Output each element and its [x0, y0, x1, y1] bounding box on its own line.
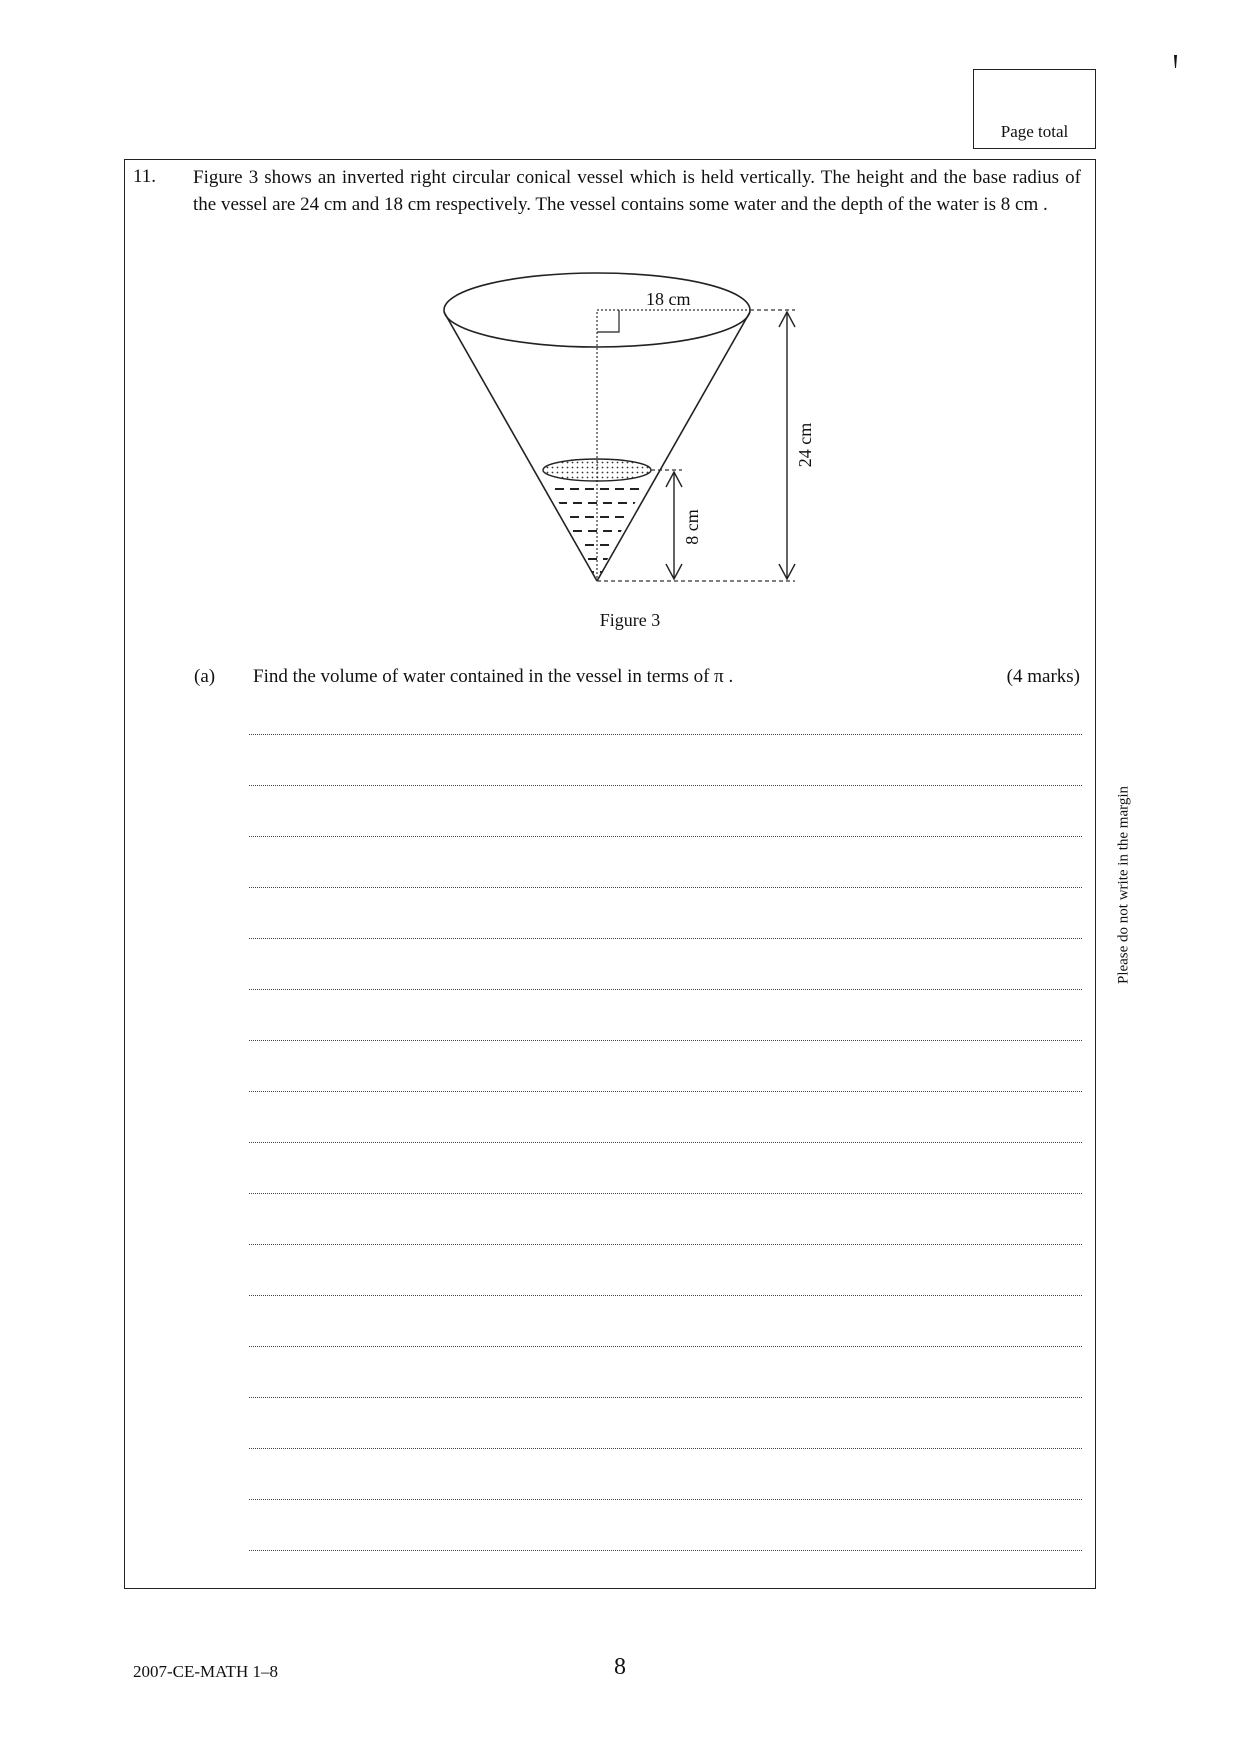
answer-line[interactable]	[249, 1142, 1082, 1143]
page-total-label: Page total	[1000, 122, 1069, 141]
scan-mark	[1170, 52, 1190, 72]
answer-line[interactable]	[249, 1193, 1082, 1194]
figure-caption: Figure 3	[599, 610, 661, 630]
answer-line[interactable]	[249, 1346, 1082, 1347]
answer-line[interactable]	[249, 1244, 1082, 1245]
cone-figure	[400, 265, 820, 605]
margin-note	[1113, 770, 1135, 1000]
answer-line[interactable]	[249, 1397, 1082, 1398]
answer-line[interactable]	[249, 887, 1082, 888]
depth-label: 8 cm	[682, 509, 702, 545]
radius-label: 18 cm	[646, 289, 691, 309]
part-a-label: (a)	[194, 666, 216, 687]
answer-line[interactable]	[249, 938, 1082, 939]
part-a-text: Find the volume of water contained in the vessel in terms of π .	[253, 666, 734, 687]
part-a-marks: (4 marks)	[1006, 666, 1080, 687]
footer-paper-code: 2007-CE-MATH 1–8	[133, 1662, 278, 1681]
question-text: Figure 3 shows an inverted right circular conical vessel which is held vertically. The height and the base radius of the vessel are 24 cm and 18 cm respectively. The vessel contains some water and the depth of the water is 8 cm .	[193, 167, 1081, 215]
answer-line[interactable]	[249, 1295, 1082, 1296]
margin-note-text: Please do not write in the margin	[1115, 785, 1132, 985]
answer-line[interactable]	[249, 734, 1082, 735]
answer-line[interactable]	[249, 1550, 1082, 1551]
page-total-box	[973, 69, 1096, 149]
answer-line[interactable]	[249, 1448, 1082, 1449]
footer-page-number: 8	[614, 1654, 626, 1680]
cone-left-side	[444, 312, 597, 581]
answer-line[interactable]	[249, 1091, 1082, 1092]
answer-line[interactable]	[249, 1040, 1082, 1041]
water-surface	[543, 459, 651, 481]
answer-line[interactable]	[249, 785, 1082, 786]
answer-line[interactable]	[249, 989, 1082, 990]
question-number: 11.	[133, 166, 157, 187]
answer-line[interactable]	[249, 1499, 1082, 1500]
right-angle-marker	[597, 310, 619, 332]
answer-line[interactable]	[249, 836, 1082, 837]
height-label: 24 cm	[795, 422, 815, 468]
